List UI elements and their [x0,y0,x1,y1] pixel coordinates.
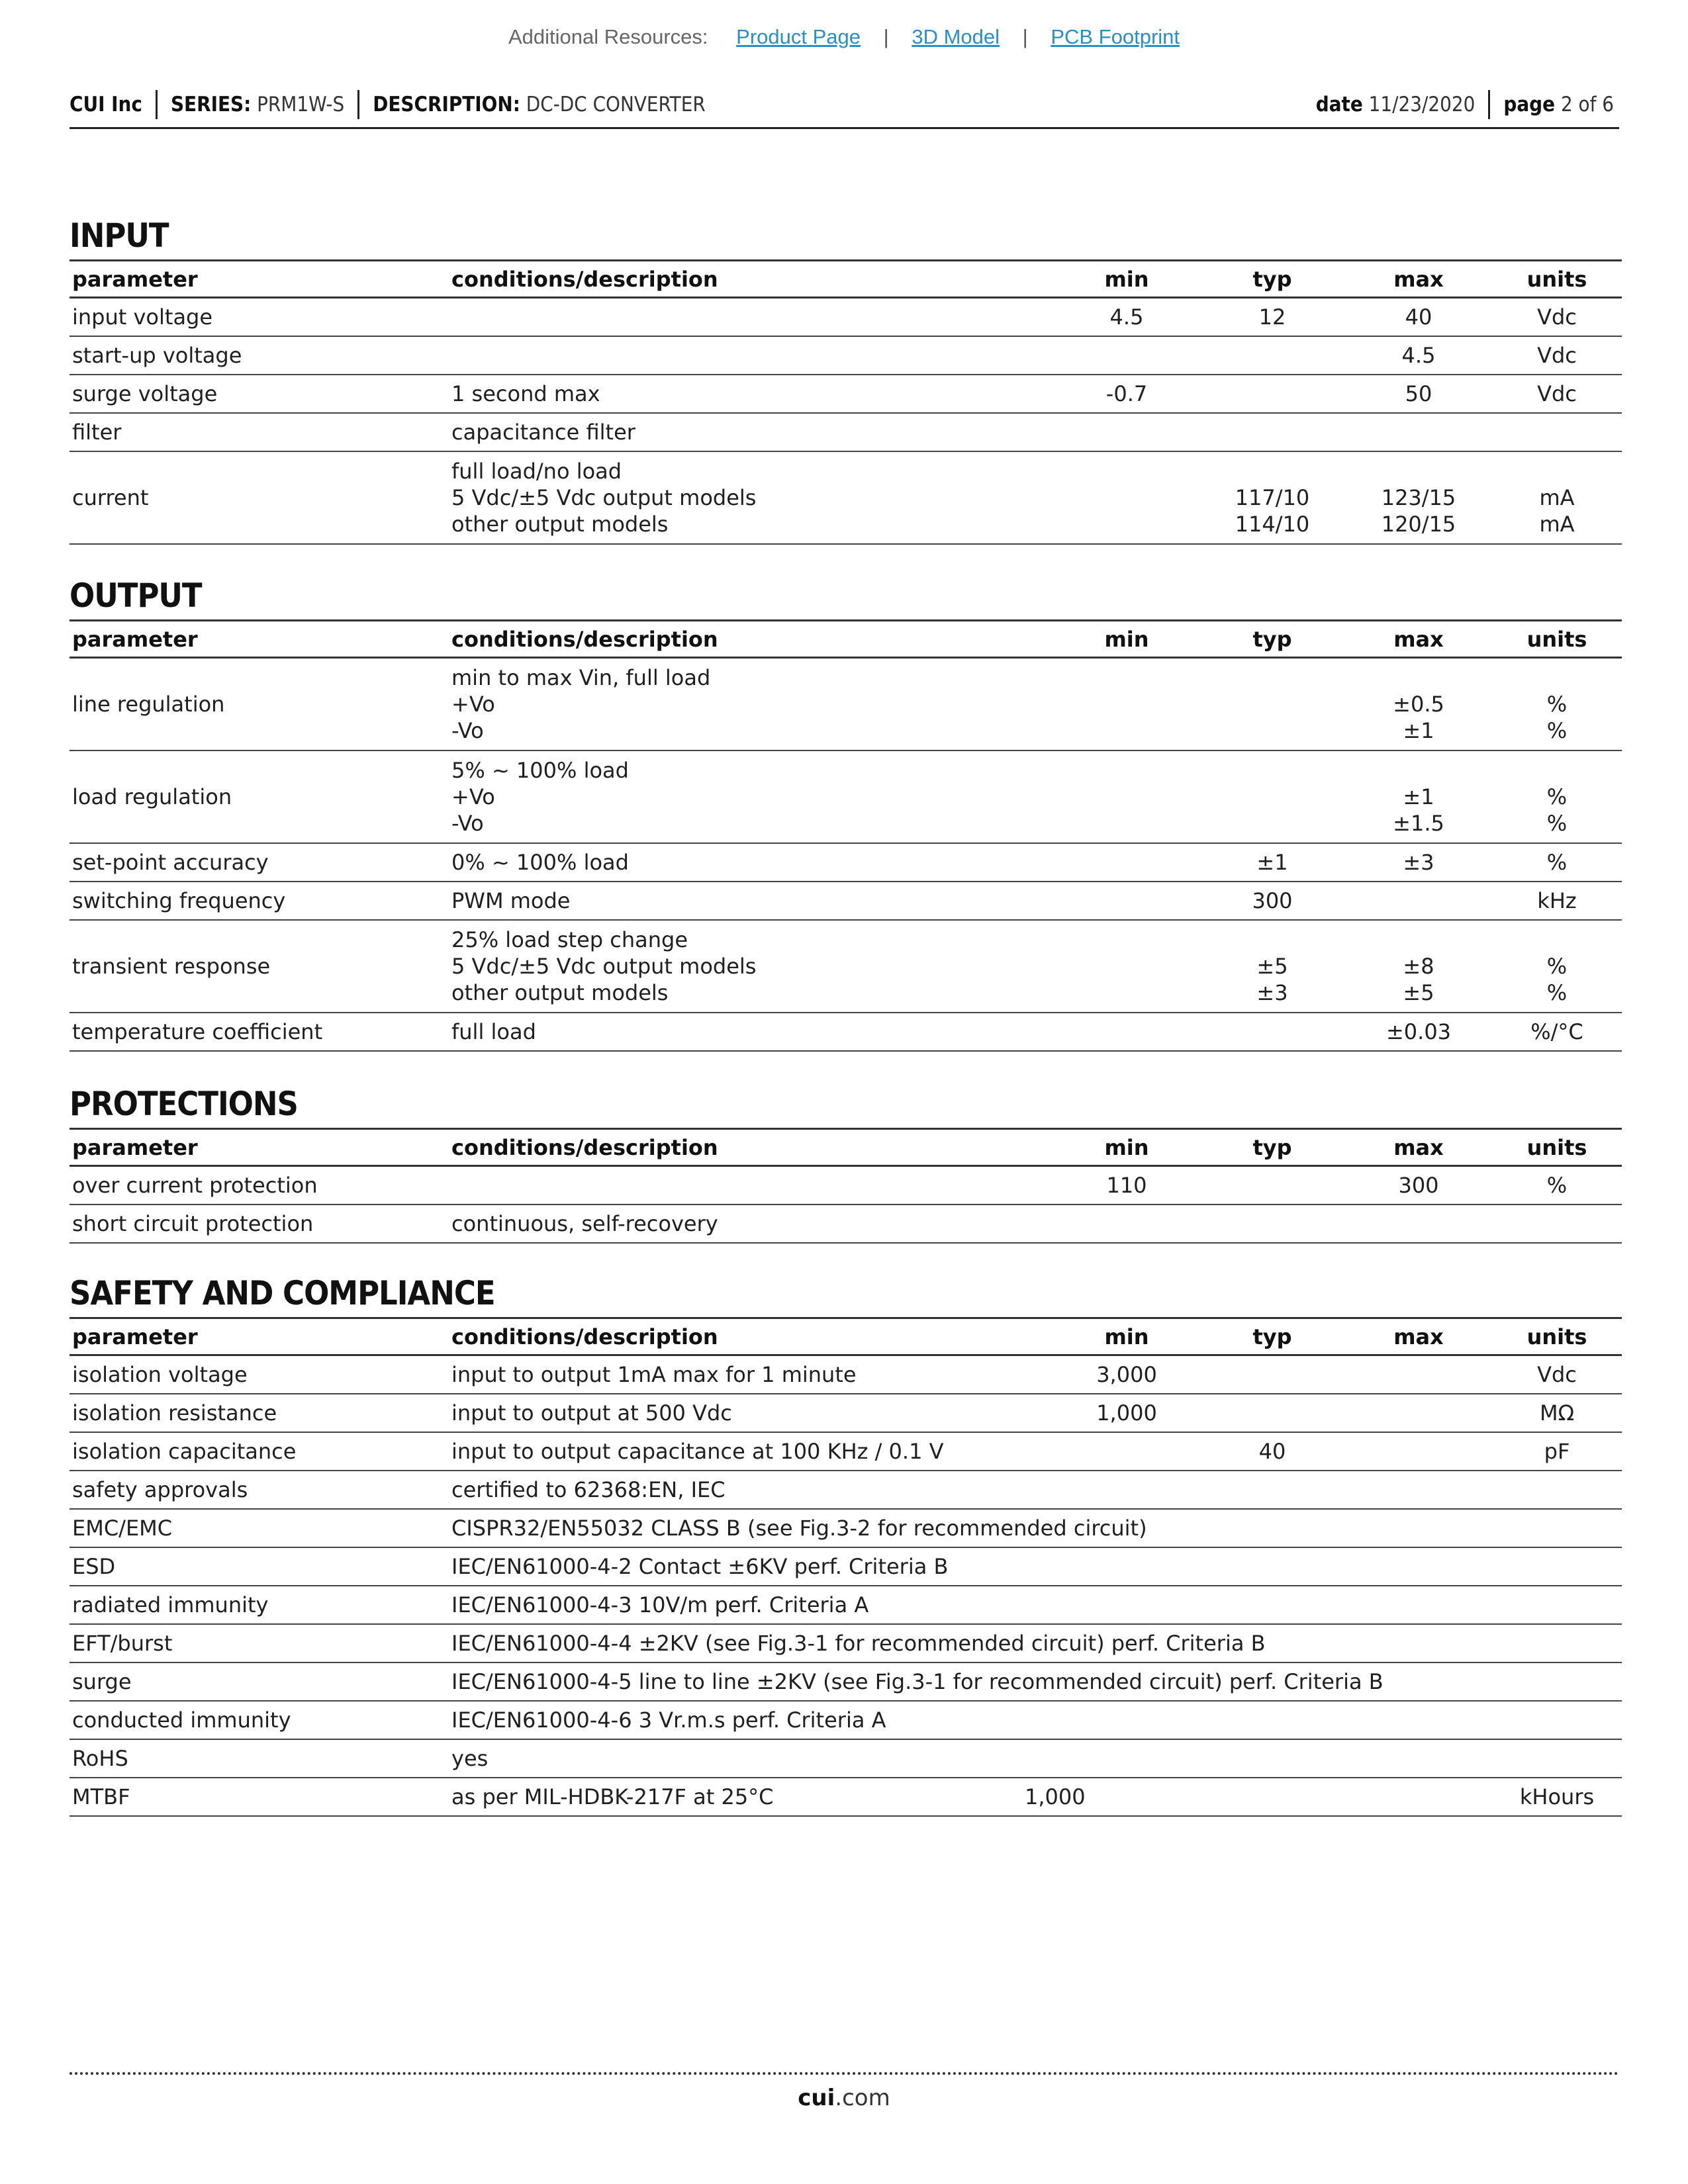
table-row [70,1739,1622,1778]
value-line: 123/15 [1381,484,1456,510]
safety-table [70,1317,1622,1817]
value-line: ±0.5 [1393,692,1444,717]
col-min: min [1104,626,1149,652]
cell-param: safety approvals [72,1477,248,1502]
col-units: units [1526,266,1587,292]
table-row [70,298,1622,336]
cell-cond: certified to 62368:EN, IEC [451,1477,726,1502]
cell-cond: IEC/EN61000-4-4 ±2KV (see Fig.3-1 for recommended circuit) perf. Criteria B [451,1630,1266,1656]
cond-line: full load/no load [451,458,622,484]
value-line: % [1546,811,1568,836]
table-row [70,843,1622,882]
cell-max [1345,1432,1492,1471]
cell-param: short circuit protection [72,1210,314,1236]
value-line: ±3 [1256,980,1288,1005]
cell-param: temperature coefficient [72,1019,323,1044]
cell-units: %/°C [1530,1019,1583,1044]
value-line: % [1546,954,1568,979]
table-row [70,1205,1622,1243]
cell-units: pF [1544,1438,1570,1464]
company-name: CUI Inc [70,93,142,116]
separator: | [883,25,889,48]
cell-param: surge [72,1668,132,1694]
table-row [70,658,1622,751]
table-row [70,1166,1622,1205]
divider [1488,90,1490,119]
value-line: 120/15 [1381,511,1456,537]
cell-cond: IEC/EN61000-4-5 line to line ±2KV (see Fig.3-1 for recommended circuit) perf. Criteria B [451,1668,1383,1694]
series-value: PRM1W-S [257,93,345,116]
cell-param: ESD [72,1553,116,1579]
cell-min: 110 [1106,1172,1147,1198]
table-row [70,1355,1622,1394]
value-line: ±5 [1403,980,1434,1005]
cell-min [1054,1013,1199,1051]
cell-cond: PWM mode [451,888,571,913]
cell-typ: 300 [1252,888,1293,913]
col-conditions: conditions/description [451,1324,718,1349]
divider [156,90,158,119]
cell-units [1492,920,1622,1013]
cell-cond: input to output 1mA max for 1 minute [451,1361,857,1387]
cell-param: line regulation [72,692,225,717]
cell-param: switching frequency [72,888,286,913]
cell-units: Vdc [1537,1361,1577,1387]
table-row [70,1013,1622,1051]
value-line: ±1 [1403,784,1434,809]
page-header [70,87,1619,129]
col-max: max [1393,1324,1444,1349]
cell-cond [451,751,1054,843]
cell-min [1054,843,1199,882]
table-row [70,1471,1622,1509]
cell-max: 40 [1405,304,1432,330]
cell-typ [1199,920,1345,1013]
col-conditions: conditions/description [451,626,718,652]
col-conditions: conditions/description [451,1134,718,1160]
cell-units [1492,658,1622,751]
col-parameter: parameter [72,1324,198,1349]
cell-cond: 1 second max [451,381,600,406]
cell-typ: ±1 [1256,850,1288,875]
table-row [70,1547,1622,1586]
value-line: ±5 [1256,954,1288,979]
cell-param: EFT/burst [72,1630,173,1656]
cell-units: Vdc [1537,342,1577,368]
cond-line: +Vo [451,692,495,717]
table-row [70,451,1622,544]
cell-max: 4.5 [1401,342,1436,368]
col-max: max [1393,266,1444,292]
cond-line: -Vo [451,811,484,836]
cell-cond [451,1166,1054,1205]
table-header-row [70,1318,1622,1355]
cell-cond: IEC/EN61000-4-2 Contact ±6KV perf. Criteria B [451,1553,949,1579]
value-line: % [1546,784,1568,809]
cell-max: ±3 [1403,850,1434,875]
cell-param: input voltage [72,304,213,330]
cell-max [1345,1355,1492,1394]
cell-cond: IEC/EN61000-4-3 10V/m perf. Criteria A [451,1592,869,1617]
cell-max: 50 [1405,381,1432,406]
cell-max [1345,1205,1492,1243]
cell-units: kHours [1519,1784,1595,1809]
cell-units [1492,1205,1622,1243]
cell-cond: continuous, self-recovery [451,1210,718,1236]
cell-cond: as per MIL-HDBK-217F at 25°C [451,1784,774,1809]
cell-min: 4.5 [1109,304,1144,330]
cell-units: kHz [1537,888,1577,913]
value-line: mA [1539,484,1575,510]
cell-units: % [1546,850,1568,875]
cell-cond [451,336,1054,375]
cond-line: other output models [451,980,669,1005]
col-typ: typ [1252,1134,1292,1160]
value-line: ±8 [1403,954,1434,979]
table-row [70,1586,1622,1624]
cell-typ [1199,658,1345,751]
col-min: min [1104,266,1149,292]
cell-min [1054,1205,1199,1243]
cell-cond: input to output capacitance at 100 KHz / 0.1 V [451,1438,944,1464]
table-header-row [70,261,1622,298]
cell-cond: 0% ~ 100% load [451,850,629,875]
cell-max [1345,658,1492,751]
cell-min [1054,920,1199,1013]
cond-line: min to max Vin, full load [451,665,711,690]
footer-brand: cui [798,2085,835,2111]
table-row [70,1624,1622,1662]
cell-typ [1199,1778,1345,1816]
footer-domain: .com [835,2085,890,2111]
col-units: units [1526,626,1587,652]
separator: | [1022,25,1028,48]
value-line: ±1.5 [1393,811,1444,836]
cell-units: MΩ [1539,1400,1575,1426]
cell-typ [1199,1166,1345,1205]
mtbf-value: 1,000 [1025,1784,1086,1809]
cell-typ [1199,1205,1345,1243]
value-line: % [1546,980,1568,1005]
cell-units [1492,751,1622,843]
col-parameter: parameter [72,1134,198,1160]
cell-max [1345,920,1492,1013]
cell-param: current [72,484,149,510]
cell-units: Vdc [1537,304,1577,330]
cell-param: surge voltage [72,381,218,406]
cell-cond [451,920,1054,1013]
page-label: page [1503,93,1556,116]
cell-min [1054,336,1199,375]
cell-typ [1199,413,1345,451]
3d-model-link[interactable]: 3D Model [912,25,1000,48]
cond-line: +Vo [451,784,495,809]
section-title: INPUT [70,216,169,255]
cell-param: RoHS [72,1745,128,1771]
series-label: SERIES: [170,93,252,116]
divider [357,90,359,119]
cell-cond: CISPR32/EN55032 CLASS B (see Fig.3-2 for recommended circuit) [451,1515,1147,1541]
cell-min [1025,1778,1199,1816]
cell-min [1054,882,1199,920]
section-title: PROTECTIONS [70,1085,298,1123]
value-line: 117/10 [1235,484,1310,510]
product-page-link[interactable]: Product Page [736,25,861,48]
cell-typ [1199,375,1345,413]
cell-units [1492,413,1622,451]
input-table [70,259,1622,545]
cell-param: transient response [72,954,271,979]
cell-cond [451,451,1054,544]
input-section [70,216,1619,545]
col-units: units [1526,1324,1587,1349]
cell-min: 1,000 [1096,1400,1157,1426]
cell-max [1345,413,1492,451]
table-row [70,413,1622,451]
cond-line: 5 Vdc/±5 Vdc output models [451,954,757,979]
col-units: units [1526,1134,1587,1160]
cell-min [1054,413,1199,451]
cell-cond [451,658,1054,751]
cell-max [1345,1778,1492,1816]
cell-min [1054,751,1199,843]
value-line: 114/10 [1235,511,1310,537]
cell-min [1054,451,1199,544]
footer-divider [70,2072,1619,2075]
table-row [70,336,1622,375]
cell-param: filter [72,419,122,445]
table-row [70,1701,1622,1739]
col-typ: typ [1252,1324,1292,1349]
cell-cond: capacitance filter [451,419,635,445]
protections-table [70,1128,1622,1244]
description-label: DESCRIPTION: [373,93,520,116]
cond-line: 5% ~ 100% load [451,758,629,783]
protections-section [70,1084,1619,1244]
cell-cond: IEC/EN61000-4-6 3 Vr.m.s perf. Criteria A [451,1707,886,1733]
col-typ: typ [1252,266,1292,292]
table-row [70,1432,1622,1471]
table-row [70,920,1622,1013]
cell-param: start-up voltage [72,342,242,368]
table-row [70,882,1622,920]
pcb-footprint-link[interactable]: PCB Footprint [1051,25,1180,48]
additional-resources [0,25,1688,49]
col-parameter: parameter [72,626,198,652]
col-max: max [1393,626,1444,652]
col-typ: typ [1252,626,1292,652]
cell-param: EMC/EMC [72,1515,173,1541]
cell-units [1492,451,1622,544]
col-parameter: parameter [72,266,198,292]
cell-typ [1199,1355,1345,1394]
cell-typ: 12 [1258,304,1286,330]
cond-line: 5 Vdc/±5 Vdc output models [451,484,757,510]
section-title: SAFETY AND COMPLIANCE [70,1274,495,1312]
cell-typ [1199,751,1345,843]
cell-min [1054,1432,1199,1471]
cell-typ [1199,336,1345,375]
cell-min [1054,658,1199,751]
page-number: 2 of 6 [1560,93,1614,116]
section-title: OUTPUT [70,576,202,615]
table-header-row [70,1129,1622,1166]
col-max: max [1393,1134,1444,1160]
table-row [70,1509,1622,1547]
date-label: date [1315,93,1363,116]
resources-label: Additional Resources: [508,25,708,48]
cell-cond [451,298,1054,336]
col-min: min [1104,1324,1149,1349]
cell-max [1345,451,1492,544]
cell-units: % [1546,1172,1568,1198]
col-conditions: conditions/description [451,266,718,292]
table-row [70,751,1622,843]
cell-param: load regulation [72,784,232,809]
cell-max [1345,751,1492,843]
cell-typ: 40 [1258,1438,1286,1464]
output-table [70,619,1622,1052]
footer [0,2085,1688,2111]
cell-cond: full load [451,1019,536,1044]
table-row [70,1778,1622,1816]
table-row [70,375,1622,413]
col-min: min [1104,1134,1149,1160]
table-row [70,1394,1622,1432]
table-row [70,1662,1622,1701]
cell-param: over current protection [72,1172,318,1198]
cell-cond: input to output at 500 Vdc [451,1400,732,1426]
cell-max: 300 [1398,1172,1439,1198]
cond-line: 25% load step change [451,927,688,952]
cond-line: -Vo [451,718,484,743]
cond-line: other output models [451,511,669,537]
value-line: ±1 [1403,718,1434,743]
cell-min: -0.7 [1105,381,1148,406]
cell-param: conducted immunity [72,1707,291,1733]
cell-typ [1199,1394,1345,1432]
cell-param: MTBF [72,1784,130,1809]
value-line: % [1546,692,1568,717]
value-line: % [1546,718,1568,743]
cell-cond: yes [451,1745,489,1771]
cell-param: set-point accuracy [72,850,269,875]
cell-max: ±0.03 [1385,1019,1452,1044]
date-value: 11/23/2020 [1368,93,1476,116]
cell-param: isolation resistance [72,1400,277,1426]
output-section [70,576,1619,1052]
description-value: DC-DC CONVERTER [526,93,706,116]
cell-max [1345,882,1492,920]
value-line: mA [1539,511,1575,537]
cell-typ [1199,451,1345,544]
safety-section [70,1273,1619,1817]
cell-param: radiated immunity [72,1592,269,1617]
cell-units: Vdc [1537,381,1577,406]
table-header-row [70,621,1622,658]
cell-param: isolation voltage [72,1361,248,1387]
cell-param: isolation capacitance [72,1438,297,1464]
cell-min: 3,000 [1096,1361,1157,1387]
cell-max [1345,1394,1492,1432]
cell-typ [1199,1013,1345,1051]
